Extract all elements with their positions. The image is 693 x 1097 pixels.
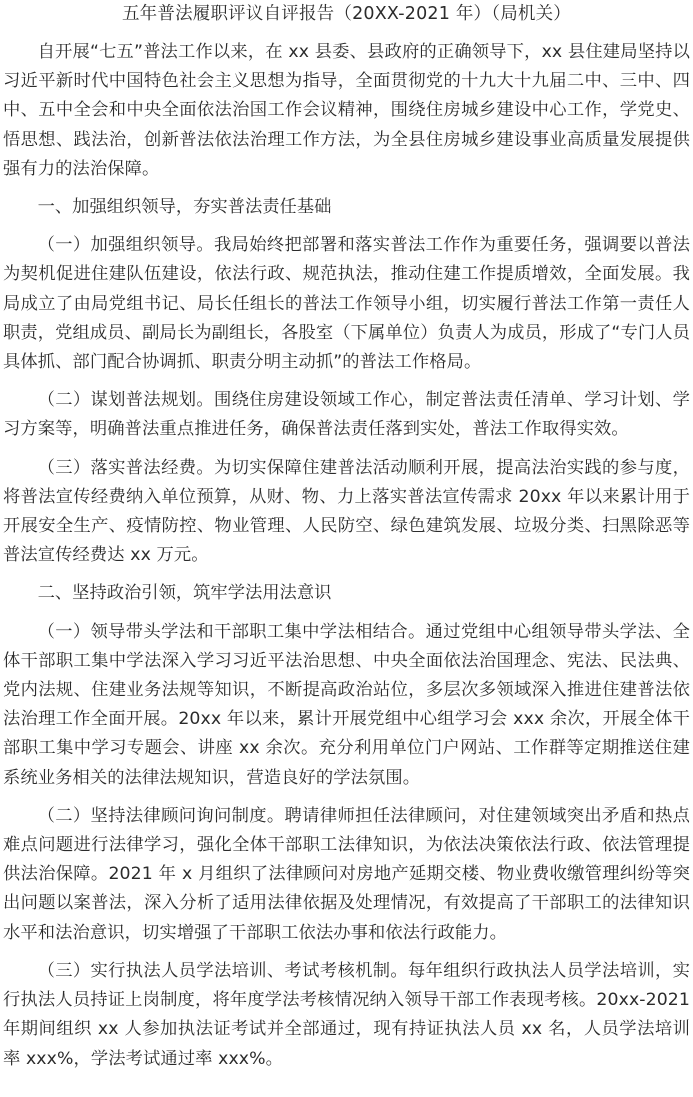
section-1-heading: 一、加强组织领导，夯实普法责任基础 [37,197,332,218]
section-2-heading: 二、坚持政治引领，筑牢学法用法意识 [37,583,332,604]
intro-paragraph: 自开展“七五”普法工作以来，在 xx 县委、县政府的正确领导下，xx 县住建局坚持以习近平新时代中国特色社会主义思想为指导，全面贯彻党的十九大十九届二中、三中、四中、五中全会和中央全面依法治国工作会议精神，围绕住房城乡建设中心工作，学党史、悟思想、践法治，创新普法依法治理工作方法，为全县住房城乡建设事业高质量发展提供强有力的法治保障。 [3,42,690,179]
document-title: 五年普法履职评议自评报告（20XX-2021 年）（局机关） [121,4,572,24]
section-1-paragraph-1: （一）加强组织领导。我局始终把部署和落实普法工作作为重要任务，强调要以普法为契机促进住建队伍建设，依法行政、规范执法，推动住建工作提质增效，全面发展。我局成立了由局党组书记、局长任组长的普法工作领导小组，切实履行普法工作第一责任人职责，党组成员、副局长为副组长，各股室（下属单位）负责人为成员，形成了“专门人员具体抓、部门配合协调抓、职责分明主动抓”的普法工作格局。 [3,235,690,373]
section-2-paragraph-2: （二）坚持法律顾问询问制度。聘请律师担任法律顾问，对住建领域突出矛盾和热点难点问题进行法律学习，强化全体干部职工法律知识，为依法决策依法行政、依法管理提供法治保障。2021 年 x 月组织了法律顾问对房地产延期交楼、物业费收缴管理纠纷等突出问题以案普法，深入分析了适用法律依据及处理情况，有效提高了干部职工的法律知识水平和法治意识，切实增强了干部职工依法办事和依法行政能力。 [3,805,690,943]
section-1-paragraph-3: （三）落实普法经费。为切实保障住建普法活动顺利开展，提高法治实践的参与度，将普法宣传经费纳入单位预算，从财、物、力上落实普法宣传需求 20xx 年以来累计用于开展安全生产、疫情防控、物业管理、人民防空、绿色建筑发展、垃圾分类、扫黑除恶等普法宣传经费达 xx 万元。 [3,457,690,566]
section-2-paragraph-3: （三）实行执法人员学法培训、考试考核机制。每年组织行政执法人员学法培训，实行执法人员持证上岗制度，将年度学法考核情况纳入领导干部工作表现考核。20xx-2021 年期间组织 xx 人参加执法证考试并全部通过，现有持证执法人员 xx 名，人员学法培训率 xxx%，学法考试通过率 xxx%。 [3,960,690,1069]
section-1-paragraph-2: （二）谋划普法规划。围绕住房建设领域工作心，制定普法责任清单、学习计划、学习方案等，明确普法重点推进任务，确保普法责任落到实处，普法工作取得实效。 [3,390,690,440]
section-2-paragraph-1: （一）领导带头学法和干部职工集中学法相结合。通过党组中心组领导带头学法、全体干部职工集中学法深入学习习近平法治思想、中央全面依法治国理念、宪法、民法典、党内法规、住建业务法规等知识，不断提高政治站位，多层次多领域深入推进住建普法依法治理工作全面开展。20xx 年以来，累计开展党组中心组学习会 xxx 余次，开展全体干部职工集中学习专题会、讲座 xx 余次。充分利用单位门户网站、工作群等定期推送住建系统业务相关的法律法规知识，营造良好的学法氛围。 [3,621,690,788]
